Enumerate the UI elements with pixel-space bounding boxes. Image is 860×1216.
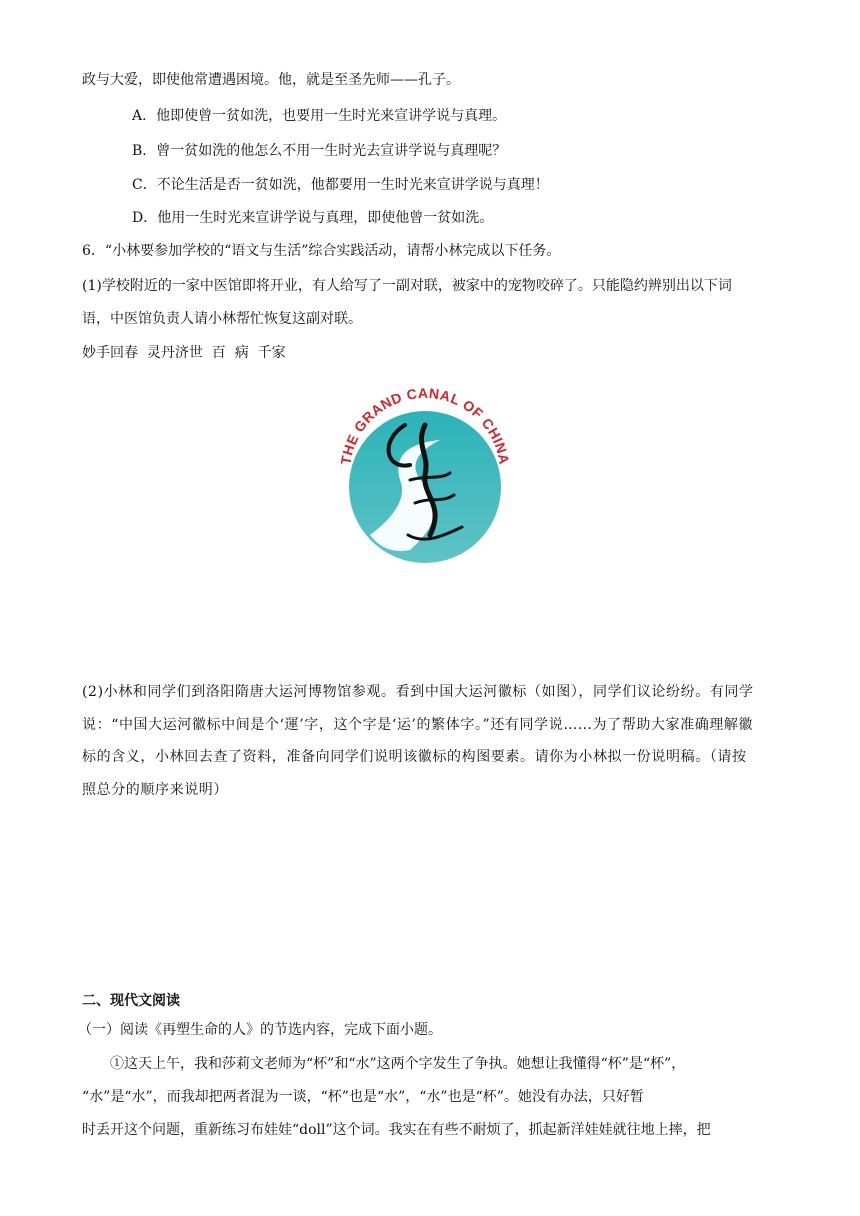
question-6-part1-line2: 语，中医馆负责人请小林帮忙恢复这副对联。 (82, 311, 362, 327)
option-a: A．他即使曾一贫如洗，也要用一生时光来宣讲学说与真理。 (132, 108, 507, 124)
question-6-part2-line1: (2)小林和同学们到洛阳隋唐大运河博物馆参观。看到中国大运河徽标（如图），同学们议论纷纷。有同学 (82, 684, 754, 700)
section-2-subtitle: （一）阅读《再塑生命的人》的节选内容，完成下面小题。 (78, 1022, 442, 1038)
passage-line-2: “水”是“水”，而我却把两者混为一谈，“杯”也是“水”，“水”也是“杯”。她没有办法，只好暂 (82, 1089, 644, 1105)
question-6-title: 6．“小林要参加学校的“语文与生活”综合实践活动，请帮小林完成以下任务。 (82, 243, 561, 259)
passage-line-3: 时丢开这个问题，重新练习布娃娃“doll”这个词。我实在有些不耐烦了，抓起新洋娃娃就往地上摔，把 (82, 1122, 711, 1138)
question-6-part2-line2: 说：“中国大运河徽标中间是个‘運’字，这个字是‘运’的繁体字。”还有同学说……为了帮助大家准确理解徽 (82, 717, 754, 733)
option-b: B．曾一贫如洗的他怎么不用一生时光去宣讲学说与真理呢？ (132, 143, 507, 159)
section-2-title: 二、现代文阅读 (82, 993, 180, 1009)
logo-arc-text: THE GRAND CANAL OF CHINA (337, 385, 513, 466)
option-d: D．他用一生时光来宣讲学说与真理，即使他曾一贫如洗。 (132, 210, 494, 226)
intro-line: 政与大爱，即使他常遭遇困境。他，就是至圣先师——孔子。 (82, 72, 460, 88)
couplet-words: 妙手回春 灵丹济世 百 病 千家 (82, 345, 286, 361)
option-c: C．不论生活是否一贫如洗，他都要用一生时光来宣讲学说与真理！ (132, 177, 549, 193)
grand-canal-logo (330, 385, 520, 565)
question-6-part2-line3: 标的含义，小林回去查了资料，准备向同学们说明该徽标的构图要素。请你为小林拟一份说明稿。（请按 (82, 749, 747, 765)
question-6-part2-line4: 照总分的顺序来说明） (82, 782, 228, 798)
passage-line-1: ①这天上午，我和莎莉文老师为“杯”和“水”这两个字发生了争执。她想让我懂得“杯”是“杯”， (82, 1056, 686, 1072)
question-6-part1-line1: (1)学校附近的一家中医馆即将开业，有人给写了一副对联，被家中的宠物咬碎了。只能隐约辨别出以下词 (82, 278, 732, 294)
